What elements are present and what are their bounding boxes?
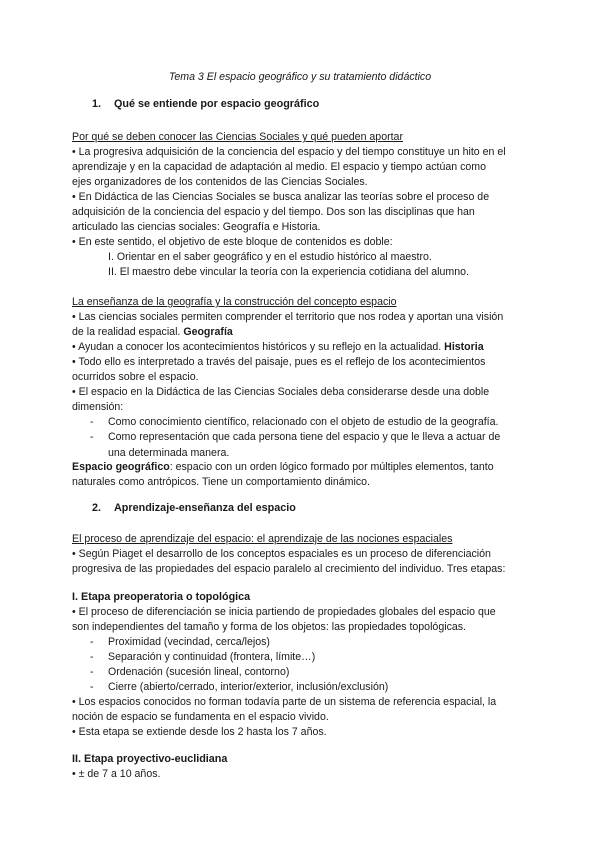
stage-2-heading: II. Etapa proyectivo-euclidiana — [72, 753, 228, 765]
roman-list-item: II. El maestro debe vincular la teoría con la experiencia cotidiana del alumno. — [108, 266, 469, 278]
paragraph-line: dimensión: — [72, 401, 124, 413]
dash-list-item — [90, 680, 530, 696]
section-1-number: 1. — [92, 98, 102, 110]
paragraph-line: • El proceso de diferenciación se inicia partiendo de propiedades globales del espacio que — [72, 606, 496, 618]
subheading-ensenanza-geografia: La enseñanza de la geografía y la construcción del concepto espacio — [72, 296, 397, 308]
paragraph-line: • En Didáctica de las Ciencias Sociales se busca analizar las teorías sobre el proceso de — [72, 191, 490, 203]
paragraph-line: • ± de 7 a 10 años. — [72, 768, 161, 780]
text-span: : espacio con un orden lógico formado por múltiples elementos, tanto — [169, 461, 494, 473]
text-continuation: una determinada manera. — [108, 446, 230, 459]
text-span: de la realidad espacial. — [72, 326, 181, 338]
section-1-heading — [92, 97, 319, 113]
paragraph-line: aprendizaje y en la capacidad de adaptación al medio. El espacio y tiempo actúan como — [72, 161, 487, 173]
paragraph-line — [72, 325, 532, 341]
text-span: Proximidad (vecindad, cerca/lejos) — [108, 636, 270, 648]
section-2-number: 2. — [92, 502, 102, 514]
dash-list-item — [90, 665, 530, 681]
subheading-proceso-aprendizaje: El proceso de aprendizaje del espacio: el aprendizaje de las nociones espaciales — [72, 533, 453, 545]
paragraph-line — [72, 340, 532, 356]
text-span: Como conocimiento científico, relacionado con el objeto de estudio de la geografía. — [108, 416, 499, 428]
text-span: Separación y continuidad (frontera, límite…) — [108, 651, 316, 663]
paragraph-line: • Las ciencias sociales permiten comprender el territorio que nos rodea y aportan una visión — [72, 311, 504, 323]
dash-bullet: - — [90, 416, 94, 428]
section-2-heading — [92, 501, 296, 517]
paragraph-line — [72, 460, 532, 476]
paragraph-line: adquisición de la conciencia del espacio y del tiempo. Dos son las disciplinas que han — [72, 206, 475, 218]
subheading-ciencias-sociales: Por qué se deben conocer las Ciencias Sociales y qué pueden aportar — [72, 131, 403, 143]
paragraph-line: noción de espacio se fundamenta en el espacio vivido. — [72, 711, 329, 723]
paragraph-line: • La progresiva adquisición de la conciencia del espacio y del tiempo constituye un hito en el — [72, 146, 506, 158]
bold-keyword: Historia — [444, 341, 484, 353]
text-span: Cierre (abierto/cerrado, interior/exterior, inclusión/exclusión) — [108, 681, 389, 693]
roman-list-item: I. Orientar en el saber geográfico y en el estudio histórico al maestro. — [108, 251, 432, 263]
bold-keyword: Espacio geográfico — [72, 461, 170, 473]
dash-bullet: - — [90, 666, 94, 678]
text-span: Como representación que cada persona tiene del espacio y que le lleva a actuar de — [108, 431, 501, 443]
dash-bullet: - — [90, 636, 94, 648]
paragraph-line: • En este sentido, el objetivo de este bloque de contenidos es doble: — [72, 236, 393, 248]
paragraph-line: • El espacio en la Didáctica de las Ciencias Sociales deba considerarse desde una doble — [72, 386, 490, 398]
paragraph-line: progresiva de las propiedades del espacio paralelo al crecimiento del individuo. Tres etapas: — [72, 563, 506, 575]
dash-bullet: - — [90, 681, 94, 693]
dash-list-item — [90, 430, 530, 459]
dash-list-item — [90, 635, 530, 651]
text-span: • Ayudan a conocer los acontecimientos históricos y su reflejo en la actualidad. — [72, 341, 442, 353]
paragraph-line: ocurridos sobre el espacio. — [72, 371, 199, 383]
paragraph-line: • Según Piaget el desarrollo de los conceptos espaciales es un proceso de diferenciación — [72, 548, 491, 560]
paragraph-line: naturales como antrópicos. Tiene un comportamiento dinámico. — [72, 476, 370, 488]
paragraph-line: • Esta etapa se extiende desde los 2 hasta los 7 años. — [72, 726, 327, 738]
stage-1-heading: I. Etapa preoperatoria o topológica — [72, 591, 251, 603]
document-title: Tema 3 El espacio geográfico y su tratamiento didáctico — [168, 71, 432, 83]
dash-list-item — [90, 650, 530, 666]
paragraph-line: • Todo ello es interpretado a través del paisaje, pues es el reflejo de los acontecimientos — [72, 356, 486, 368]
dash-bullet: - — [90, 431, 94, 443]
section-1-title: Qué se entiende por espacio geográfico — [114, 98, 320, 110]
bold-keyword: Geografía — [183, 326, 233, 338]
dash-bullet: - — [90, 651, 94, 663]
text-span: Ordenación (sucesión lineal, contorno) — [108, 666, 290, 678]
paragraph-line: ejes organizadores de los contenidos de las Ciencias Sociales. — [72, 176, 368, 188]
paragraph-line: • Los espacios conocidos no forman todavía parte de un sistema de referencia espacial, la — [72, 696, 497, 708]
section-2-title: Aprendizaje-enseñanza del espacio — [114, 502, 296, 514]
dash-list-item — [90, 415, 530, 431]
paragraph-line: son independientes del tamaño y forma de los objetos: las propiedades topológicas. — [72, 621, 466, 633]
paragraph-line: articulado las ciencias sociales: Geografía e Historia. — [72, 221, 321, 233]
